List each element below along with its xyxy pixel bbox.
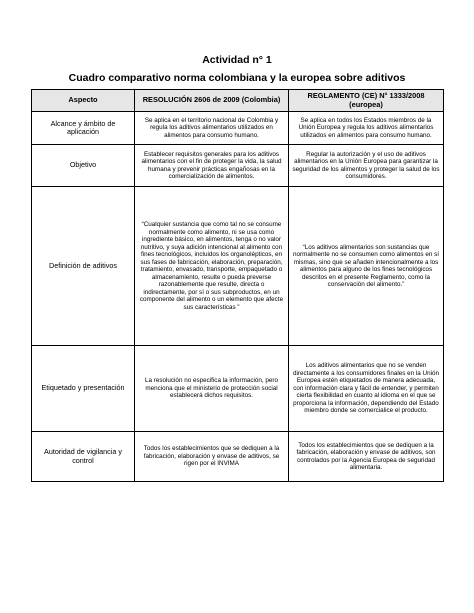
header-aspect: Aspecto — [32, 90, 135, 112]
table-header-row — [32, 90, 444, 112]
europe-cell: Todos los establecimientos que se dediquen a la fabricación, elaboración y envase de aditivos, son controlados por la Agencia Europea de seguridad alimentaria. — [289, 432, 444, 482]
colombia-cell: Establecer requisitos generales para los aditivos alimentarios con el fin de proteger la vida, la salud humana y prevenir prácticas engañosas en la comercialización de alimentos. — [135, 145, 289, 187]
table-row — [32, 145, 444, 187]
aspect-cell: Etiquetado y presentación — [32, 346, 135, 432]
table-row — [32, 187, 444, 346]
table-row — [32, 112, 444, 145]
europe-cell: Regular la autorización y el uso de aditivos alimentarios en la Unión Europea para garantizar la seguridad de los alimentos y proteger la salud de los consumidores. — [289, 145, 444, 187]
table-row — [32, 346, 444, 432]
europe-cell: Se aplica en todos los Estados miembros de la Unión Europea y regula los aditivos alimentarios utilizados en alimentos para consumo humano. — [289, 112, 444, 145]
colombia-cell: Todos los establecimientos que se dediquen a la fabricación, elaboración y envase de aditivos, se rigen por el INVIMA — [135, 432, 289, 482]
header-europe: REGLAMENTO (CE) N° 1333/2008 (europea) — [289, 90, 444, 112]
colombia-cell: Se aplica en el territorio nacional de Colombia y regula los aditivos alimentarios utilizados en alimentos para consumo humano. — [135, 112, 289, 145]
aspect-cell: Objetivo — [32, 145, 135, 187]
table-row — [32, 432, 444, 482]
europe-cell: “Los aditivos alimentarios son sustancias que normalmente no se consumen como alimentos en sí mismas, sino que se añaden intencionalmente a los alimentos para alguno de los fines tecnológicos descritos en el presente Reglamento, como la conservación del alimento.” — [289, 187, 444, 346]
activity-title: Actividad n° 1 — [202, 54, 272, 66]
aspect-cell: Alcance y ámbito de aplicación — [32, 112, 135, 145]
comparison-table — [31, 89, 444, 482]
colombia-cell: “Cualquier sustancia que como tal no se consume normalmente como alimento, ni se usa como ingrediente básico, en alimentos, tenga o no valor nutritivo, y suya adición intencional al alimento con fines tecnológicos, incluidos los organolépticos, en sus fases de fabricación, elaboración, preparación, tratamiento, envasado, transporte, empaquetado o almacenamiento, resulte o pueda preverse razonablemente que resulte, directa o indirectamente, por sí o sus subproductos, en un componente del alimento o un elemento que afecte sus características ” — [135, 187, 289, 346]
aspect-cell: Definición de aditivos — [32, 187, 135, 346]
aspect-cell: Autoridad de vigilancia y control — [32, 432, 135, 482]
document-subtitle: Cuadro comparativo norma colombiana y la europea sobre aditivos — [68, 72, 406, 84]
europe-cell: Los aditivos alimentarios que no se venden directamente a los consumidores finales en la Unión Europea estén etiquetados de manera adecuada, con información clara y fácil de entender, y permiten cierta flexibilidad en cuanto al idioma en el que se proporciona la información, dependiendo del Estado miembro donde se comercialice el producto. — [289, 346, 444, 432]
colombia-cell: La resolución no especifica la información, pero menciona que el ministerio de protección social establecerá dichos requisitos. — [135, 346, 289, 432]
header-colombia: RESOLUCIÓN 2606 de 2009 (Colombia) — [135, 90, 289, 112]
